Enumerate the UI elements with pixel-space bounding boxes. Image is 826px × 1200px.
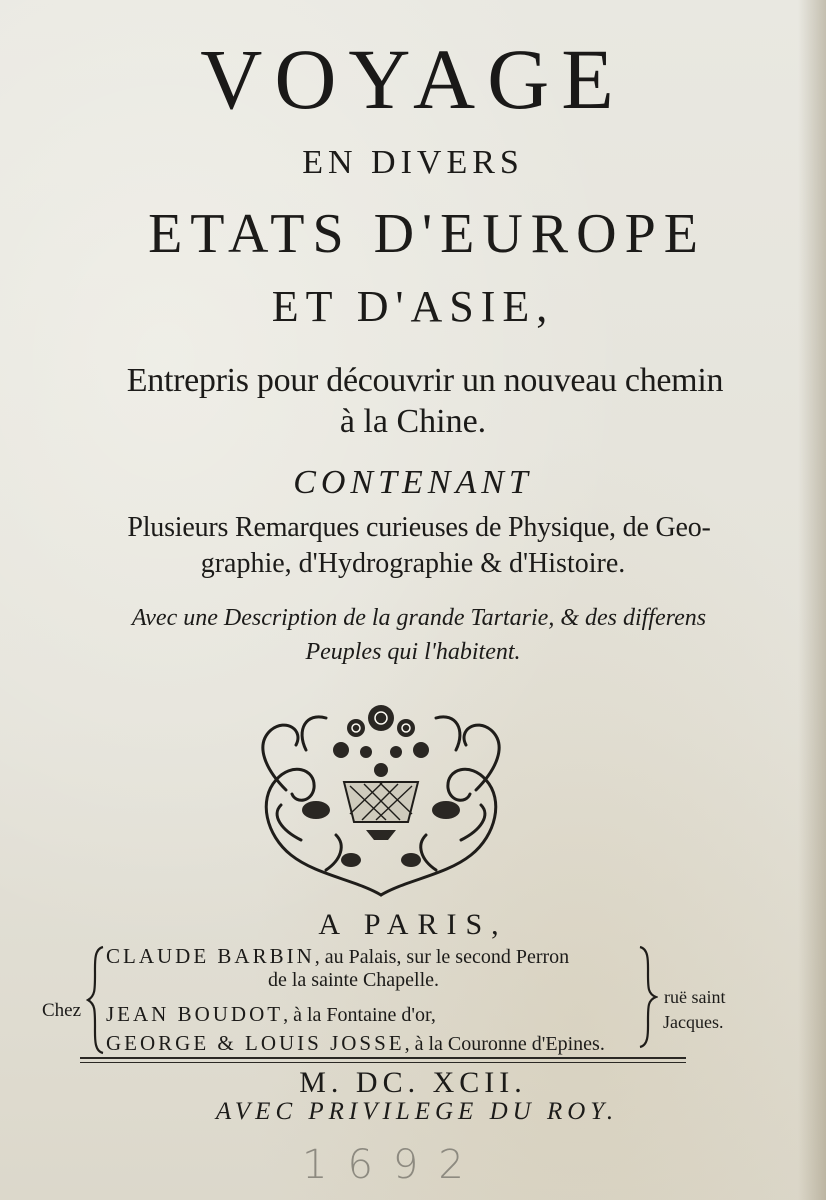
right-brace-icon (636, 944, 658, 1050)
imprint-chez: Chez (42, 1000, 82, 1021)
title-etats-deurope: ETATS D'EUROPE (148, 203, 706, 265)
printer-1-address-2: de la sainte Chapelle. (268, 969, 440, 991)
printer-1-name: CLAUDE BARBIN (106, 944, 315, 968)
printer-1-address: , au Palais, sur le second Perron (314, 946, 570, 968)
contents-line-1: Plusieurs Remarques curieuses de Physique, de Geo- (127, 512, 711, 543)
printer-3-address: , à la Couronne d'Epines. (404, 1033, 605, 1055)
printer-3-name: GEORGE & LOUIS JOSSE (106, 1031, 405, 1055)
divider-rule (80, 1057, 686, 1059)
imprint-street-2: Jacques. (663, 1012, 724, 1032)
title-en-divers: EN DIVERS (302, 144, 524, 181)
privilege-notice: AVEC PRIVILEGE DU ROY. (215, 1098, 619, 1125)
handwritten-year: 1692 (302, 1142, 484, 1188)
left-brace-icon (86, 944, 106, 1056)
imprint-printer-2 (106, 1004, 436, 1025)
divider-rule-thin (80, 1062, 686, 1063)
imprint-printer-1 (106, 946, 569, 967)
imprint-printer-3 (106, 1033, 605, 1054)
subtitle-line-1: Entrepris pour découvrir un nouveau chemin (126, 362, 724, 399)
imprint-street-1: ruë saint (664, 987, 726, 1007)
page-edge-shadow (798, 0, 826, 1200)
imprint-city: A PARIS, (318, 908, 508, 941)
printer-2-address: , à la Fontaine d'or, (283, 1004, 436, 1026)
description-line-1: Avec une Description de la grande Tartarie, & des differens (131, 605, 707, 631)
floral-basket-ornament-icon (246, 690, 516, 905)
title-et-dasie: ET D'ASIE, (271, 282, 555, 331)
imprint-year: M. DC. XCII. (299, 1066, 527, 1099)
contents-heading: CONTENANT (293, 464, 533, 501)
title-voyage: VOYAGE (200, 31, 626, 127)
description-line-2: Peuples qui l'habitent. (305, 639, 521, 665)
printer-2-name: JEAN BOUDOT (106, 1002, 284, 1026)
contents-line-2: graphie, d'Hydrographie & d'Histoire. (200, 548, 626, 579)
subtitle-line-2: à la Chine. (339, 403, 487, 440)
